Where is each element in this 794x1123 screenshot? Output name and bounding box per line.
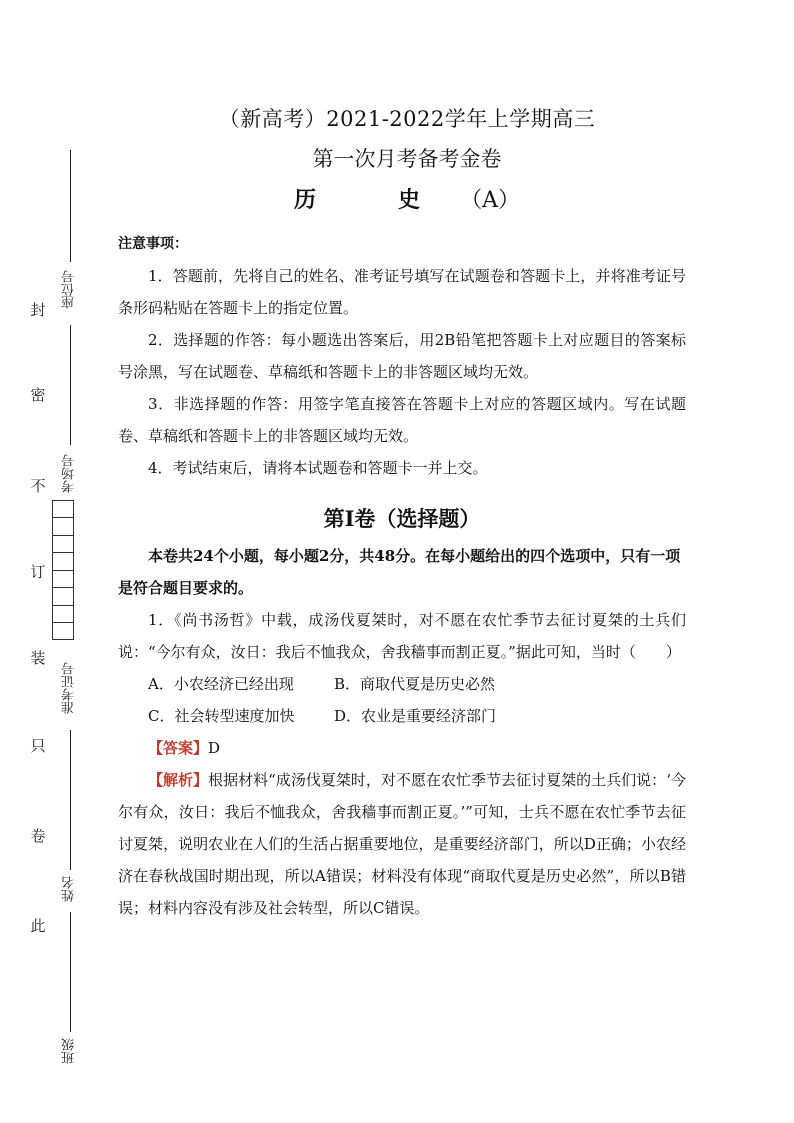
exam-title-line1: （新高考）2021-2022学年上学期高三 bbox=[218, 107, 596, 131]
question-1-analysis bbox=[118, 764, 686, 924]
note-item-1: 1．答题前，先将自己的姓名、准考证号填写在试题卷和答题卡上，并将准考证号条形码粘贴在答题卡上的指定位置。 bbox=[118, 267, 686, 317]
question-1-answer bbox=[118, 732, 686, 764]
class-line bbox=[70, 912, 71, 1032]
option-d: D．农业是重要经济部门 bbox=[334, 707, 497, 725]
subject-title bbox=[120, 185, 694, 216]
paper-version: （A） bbox=[460, 188, 520, 213]
analysis-text: 根据材料“成汤伐夏桀时，对不愿在农忙季节去征讨夏桀的土兵们说：‘今尔有众，汝日：我后不恤我众，舍我穑事而割正夏。’”可知，士兵不愿在农忙季节去征讨夏桀，说明农业在人们的生活占据重要地位，是重要经济部门，所以D正确；小农经济在春秋战国时期出现，所以A错误；材料没有体现“商取代夏是历史必然”，所以B错误；材料内容没有涉及社会转型，所以C错误。 bbox=[118, 771, 686, 917]
note-item-4: 4．考试结束后，请将本试题卷和答题卡一并上交。 bbox=[148, 459, 488, 477]
binding-char-zhuang: 装 bbox=[30, 649, 46, 667]
class-label: 班级 bbox=[60, 1032, 80, 1070]
seat-number-label: 座位号 bbox=[60, 262, 80, 318]
exam-content bbox=[118, 234, 686, 924]
note-item-2: 2．选择题的作答：每小题选出答案后，用2B铅笔把答题卡上对应题目的答案标号涂黑，写在试题卷、草稿纸和答题卡上的非答题区域均无效。 bbox=[118, 331, 686, 381]
section-instruction: 本卷共24个小题，每小题2分，共48分。在每小题给出的四个选项中，只有一项是符合题目要求的。 bbox=[118, 547, 681, 597]
answer-value: D bbox=[208, 739, 221, 757]
binding-char-ci: 此 bbox=[30, 917, 46, 935]
name-label: 姓名 bbox=[60, 870, 80, 908]
question-1-stem: 1．《尚书汤哲》中载，成汤伐夏桀时，对不愿在农忙季节去征讨夏桀的土兵们说：“今尔有众，汝日：我后不恤我众，舍我穑事而割正夏。”据此可知，当时（ ） bbox=[118, 611, 686, 661]
section-title: 第Ⅰ卷（选择题） bbox=[323, 506, 481, 531]
exam-room-label: 考场号 bbox=[60, 446, 80, 502]
binding-char-bu: 不 bbox=[30, 477, 46, 495]
question-1-options-row-2 bbox=[118, 700, 686, 732]
exam-room-line bbox=[70, 325, 71, 445]
binding-char-zhi: 只 bbox=[30, 737, 46, 755]
notes-heading: 注意事项： bbox=[118, 236, 188, 252]
ticket-number-label: 准考证号 bbox=[60, 652, 80, 724]
name-line bbox=[70, 730, 71, 870]
note-item-3: 3．非选择题的作答：用签字笔直接答在答题卡上对应的答题区域内。写在试题卷、草稿纸和答题卡上的非答题区域均无效。 bbox=[118, 395, 686, 445]
subject-name: 历 史 bbox=[294, 187, 451, 213]
analysis-tag: 【解析】 bbox=[148, 771, 209, 789]
binding-char-mi: 密 bbox=[30, 386, 46, 404]
exam-title-line2: 第一次月考备考金卷 bbox=[312, 147, 502, 171]
question-1-options-row-1 bbox=[118, 668, 686, 700]
ticket-number-grid bbox=[52, 500, 74, 640]
option-a: A．小农经济已经出现 bbox=[148, 675, 294, 693]
binding-char-juan: 卷 bbox=[30, 827, 46, 845]
binding-char-feng: 封 bbox=[30, 301, 46, 319]
option-b: B．商取代夏是历史必然 bbox=[334, 675, 496, 693]
option-c: C．社会转型速度加快 bbox=[148, 707, 295, 725]
seat-number-line bbox=[70, 150, 71, 280]
answer-tag: 【答案】 bbox=[148, 739, 209, 757]
binding-char-ding: 订 bbox=[30, 563, 46, 581]
